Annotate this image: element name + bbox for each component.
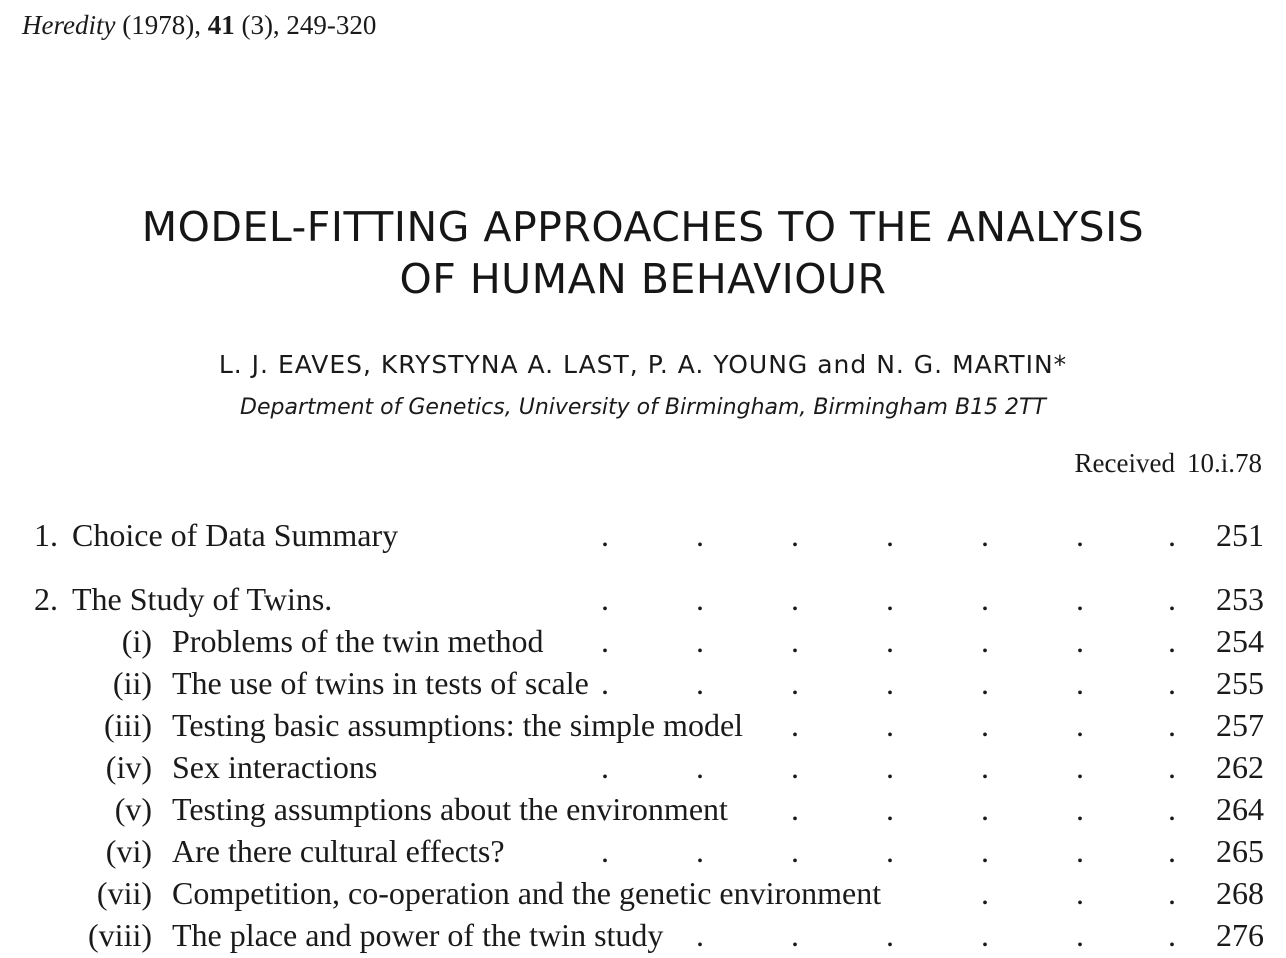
toc-entry-page: 251 — [1216, 517, 1264, 553]
dot-leader: . — [1076, 665, 1084, 701]
toc-entry — [0, 514, 1286, 556]
dot-leader: . — [791, 707, 799, 743]
toc-entry-number: (iii) — [104, 707, 152, 743]
affiliation: Department of Genetics, University of Birmingham, Birmingham B15 2TT — [240, 395, 1046, 420]
paper-title-line-2: OF HUMAN BEHAVIOUR — [399, 255, 887, 303]
toc-entry-title: Problems of the twin method — [172, 623, 544, 659]
dot-leader: . — [981, 749, 989, 785]
toc-entry-page: 255 — [1216, 665, 1264, 701]
dot-leader: . — [981, 517, 989, 553]
toc-entry — [0, 662, 1286, 704]
journal-name: Heredity — [22, 10, 116, 40]
toc-entry-number: (vi) — [105, 833, 152, 869]
toc-entry-number: (iv) — [105, 749, 152, 785]
toc-entry-title: Are there cultural effects? — [172, 833, 505, 869]
toc-entry-page: 262 — [1216, 749, 1264, 785]
dot-leader: . — [981, 791, 989, 827]
toc-entry-number: (v) — [114, 791, 152, 827]
dot-leader: . — [1076, 623, 1084, 659]
dot-leader: . — [601, 833, 609, 869]
dot-leader: . — [1168, 791, 1176, 827]
toc-entry-page: 257 — [1216, 707, 1264, 743]
dot-leader: . — [886, 833, 894, 869]
dot-leader: . — [601, 749, 609, 785]
toc-entry — [0, 704, 1286, 746]
toc-entry-number: (i) — [121, 623, 152, 659]
journal-year: (1978), — [122, 10, 201, 40]
dot-leader: . — [601, 665, 609, 701]
dot-leader: . — [981, 623, 989, 659]
dot-leader: . — [791, 581, 799, 617]
dot-leader: . — [981, 665, 989, 701]
dot-leader: . — [886, 581, 894, 617]
dot-leader: . — [791, 665, 799, 701]
dot-leader: . — [1168, 875, 1176, 911]
toc-entry-page: 264 — [1216, 791, 1264, 827]
received-value: 10.i.78 — [1186, 448, 1262, 478]
toc-entry-page: 254 — [1216, 623, 1264, 659]
dot-leader: . — [1076, 517, 1084, 553]
dot-leader: . — [1168, 917, 1176, 953]
toc-entry-number: (viii) — [88, 917, 152, 953]
toc-entry-page: 265 — [1216, 833, 1264, 869]
dot-leader: . — [791, 623, 799, 659]
journal-volume: 41 — [207, 10, 235, 40]
received-label: Received — [1074, 448, 1175, 478]
dot-leader: . — [696, 581, 704, 617]
dot-leader: . — [791, 749, 799, 785]
dot-leader: . — [1076, 833, 1084, 869]
toc-entry — [0, 620, 1286, 662]
dot-leader: . — [886, 749, 894, 785]
dot-leader: . — [886, 623, 894, 659]
toc-entry-number: 1. — [34, 517, 58, 553]
toc-entry — [0, 830, 1286, 872]
dot-leader: . — [791, 833, 799, 869]
dot-leader: . — [1076, 875, 1084, 911]
dot-leader: . — [696, 623, 704, 659]
paper-title-line-1: MODEL-FITTING APPROACHES TO THE ANALYSIS — [141, 203, 1145, 251]
dot-leader: . — [791, 917, 799, 953]
dot-leader: . — [1168, 707, 1176, 743]
toc-entry-title: Sex interactions — [172, 749, 378, 785]
dot-leader: . — [981, 707, 989, 743]
toc-entry — [0, 788, 1286, 830]
toc-entry-title: Testing basic assumptions: the simple model — [172, 707, 744, 743]
dot-leader: . — [1076, 917, 1084, 953]
toc-entry-number: 2. — [34, 581, 58, 617]
dot-leader: . — [1076, 749, 1084, 785]
dot-leader: . — [601, 517, 609, 553]
received-date — [1075, 446, 1262, 480]
toc-entry — [0, 872, 1286, 914]
toc-entry-page: 276 — [1216, 917, 1264, 953]
dot-leader: . — [1168, 833, 1176, 869]
dot-leader: . — [1168, 581, 1176, 617]
dot-leader: . — [1076, 707, 1084, 743]
dot-leader: . — [886, 707, 894, 743]
dot-leader: . — [981, 581, 989, 617]
toc-entry-title: Choice of Data Summary — [72, 517, 399, 553]
toc-entry — [0, 578, 1286, 620]
dot-leader: . — [886, 665, 894, 701]
dot-leader: . — [696, 749, 704, 785]
dot-leader: . — [1168, 749, 1176, 785]
dot-leader: . — [886, 791, 894, 827]
dot-leader: . — [601, 623, 609, 659]
dot-leader: . — [601, 581, 609, 617]
toc-entry-title: The use of twins in tests of scale — [172, 665, 589, 701]
dot-leader: . — [696, 665, 704, 701]
dot-leader: . — [791, 791, 799, 827]
dot-leader: . — [696, 517, 704, 553]
journal-reference — [22, 8, 376, 42]
toc-entry-title: The Study of Twins. — [72, 581, 333, 617]
dot-leader: . — [981, 917, 989, 953]
dot-leader: . — [1168, 623, 1176, 659]
dot-leader: . — [1168, 517, 1176, 553]
toc-entry-title: Testing assumptions about the environment — [172, 791, 728, 827]
dot-leader: . — [886, 917, 894, 953]
dot-leader: . — [886, 517, 894, 553]
dot-leader: . — [696, 917, 704, 953]
dot-leader: . — [696, 833, 704, 869]
dot-leader: . — [1168, 665, 1176, 701]
toc-entry-page: 268 — [1216, 875, 1264, 911]
dot-leader: . — [1076, 791, 1084, 827]
toc-entry-title: The place and power of the twin study — [172, 917, 664, 953]
journal-issue-pages: (3), 249-320 — [241, 10, 377, 40]
toc-entry-number: (vii) — [96, 875, 152, 911]
dot-leader: . — [1076, 581, 1084, 617]
dot-leader: . — [981, 875, 989, 911]
toc-entry-title: Competition, co-operation and the genetic environment — [172, 875, 882, 911]
authors: L. J. EAVES, KRYSTYNA A. LAST, P. A. YOUNG and N. G. MARTIN* — [218, 350, 1068, 379]
toc-entry-page: 253 — [1216, 581, 1264, 617]
toc-entry-number: (ii) — [112, 665, 152, 701]
toc-entry — [0, 914, 1286, 956]
toc-entry — [0, 746, 1286, 788]
dot-leader: . — [981, 833, 989, 869]
dot-leader: . — [791, 517, 799, 553]
